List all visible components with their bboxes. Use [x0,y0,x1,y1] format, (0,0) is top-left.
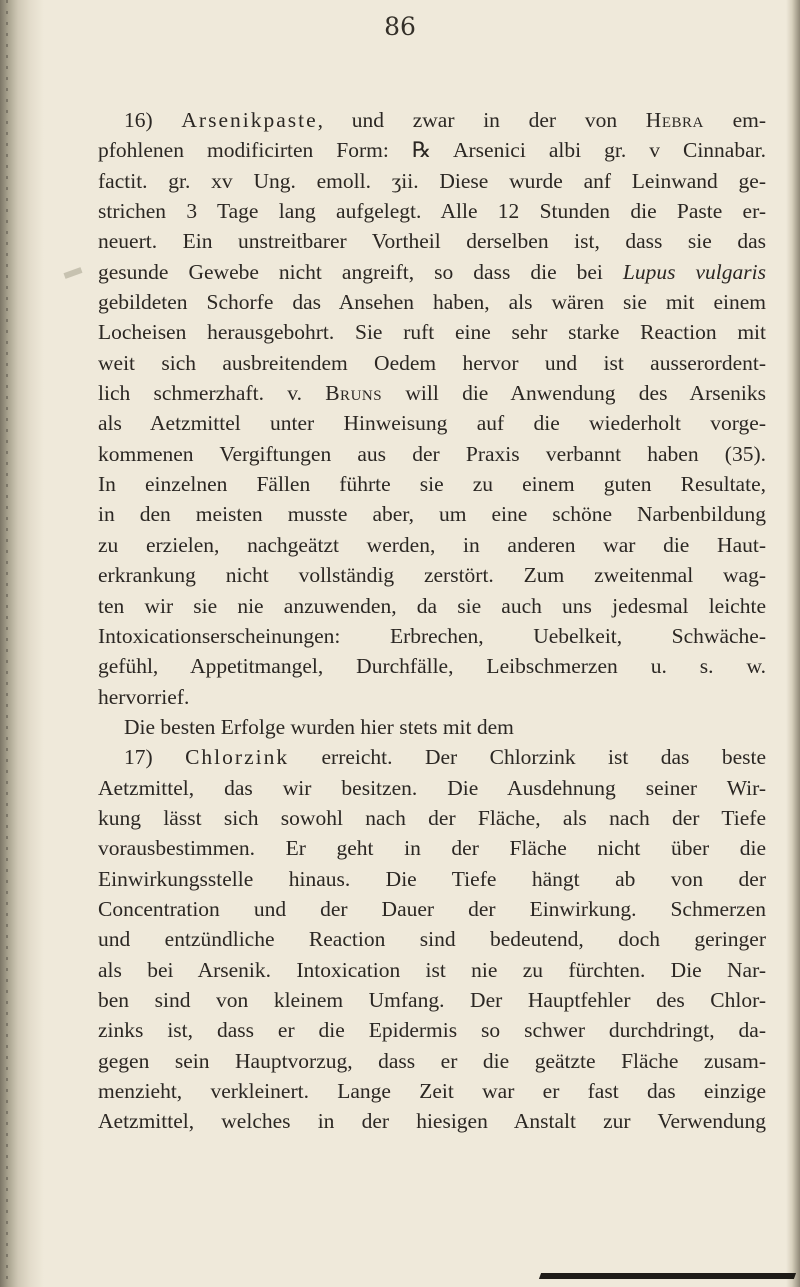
text-line: erkrankung nicht vollständig zerstört. Zum zweitenmal wag- [98,563,766,588]
text-line: und entzündliche Reaction sind bedeutend, doch geringer [98,927,766,952]
text-line: Einwirkungsstelle hinaus. Die Tiefe hängt ab von der [98,866,766,891]
text-line: kommenen Vergiftungen aus der Praxis verbannt haben (35). [98,441,766,466]
text-line: in den meisten musste aber, um eine schöne Narbenbildung [98,502,766,527]
text-line: neuert. Ein unstreitbarer Vortheil derselben ist, dass sie das [98,229,766,254]
text-line: weit sich ausbreitendem Oedem hervor und ist ausserordent- [98,350,766,375]
book-binding-edge [0,0,44,1287]
text-line: gebildeten Schorfe das Ansehen haben, als wären sie mit einem [98,290,766,315]
text-line: Intoxicationserscheinungen: Erbrechen, Uebelkeit, Schwäche- [98,623,766,648]
text-line: Concentration und der Dauer der Einwirkung. Schmerzen [98,896,766,921]
text-line: lich schmerzhaft. v. Bruns will die Anwendung des Arseniks [98,381,766,406]
text-line: factit. gr. xv Ung. emoll. ʒii. Diese wurde anf Leinwand ge- [98,168,766,193]
text-line: Aetzmittel, welches in der hiesigen Anstalt zur Verwendung [98,1109,766,1134]
bottom-rule [539,1273,796,1279]
text-line: kung lässt sich sowohl nach der Fläche, als nach der Tiefe [98,805,766,830]
text-line: gegen sein Hauptvorzug, dass er die geätzte Fläche zusam- [98,1048,766,1073]
text-line: ten wir sie nie anzuwenden, da sie auch uns jedesmal leichte [98,593,766,618]
text-line: zu erzielen, nachgeätzt werden, in anderen war die Haut- [98,532,766,557]
author-bruns: Bruns [325,381,383,406]
page-right-edge [786,0,800,1287]
text-line: als bei Arsenik. Intoxication ist nie zu fürchten. Die Nar- [98,957,766,982]
text-line: vorausbestimmen. Er geht in der Fläche nicht über die [98,836,766,861]
text-line: 17) Chlorzink erreicht. Der Chlorzink ist das beste [124,745,766,770]
text-line: ben sind von kleinem Umfang. Der Hauptfehler des Chlor- [98,987,766,1012]
author-hebra: Hebra [645,108,704,132]
text-line: gesunde Gewebe nicht angreift, so dass die bei Lupus vulgaris [98,259,766,284]
term-chlorzink: Chlorzink [185,745,290,770]
term-arsenikpaste: Arsenikpaste [181,108,318,132]
ink-mark [64,267,83,279]
body-text [98,105,766,1137]
text-line: In einzelnen Fällen führte sie zu einem guten Resultate, [98,472,766,497]
text-line: gefühl, Appetitmangel, Durchfälle, Leibschmerzen u. s. w. [98,654,766,679]
text-line: pfohlenen modificirten Form: ℞ Arsenici albi gr. v Cinnabar. [98,138,766,163]
text-line: Aetzmittel, das wir besitzen. Die Ausdehnung seiner Wir- [98,775,766,800]
text-line: 16) Arsenikpaste, und zwar in der von Hebra em- [124,108,766,132]
text-line: menzieht, verkleinert. Lange Zeit war er fast das einzige [98,1079,766,1103]
text-line: Locheisen herausgebohrt. Sie ruft eine sehr starke Reaction mit [98,320,766,345]
term-lupus-vulgaris: Lupus vulgaris [622,259,766,284]
text-line: zinks ist, dass er die Epidermis so schwer durchdringt, da- [98,1018,766,1043]
text-line: strichen 3 Tage lang aufgelegt. Alle 12 Stunden die Paste er- [98,199,766,224]
text-line: hervorrief. [98,684,190,709]
page-number: 86 [384,12,416,41]
text-line: Die besten Erfolge wurden hier stets mit dem [124,714,514,739]
text-line: als Aetzmittel unter Hinweisung auf die wiederholt vorge- [98,411,766,436]
